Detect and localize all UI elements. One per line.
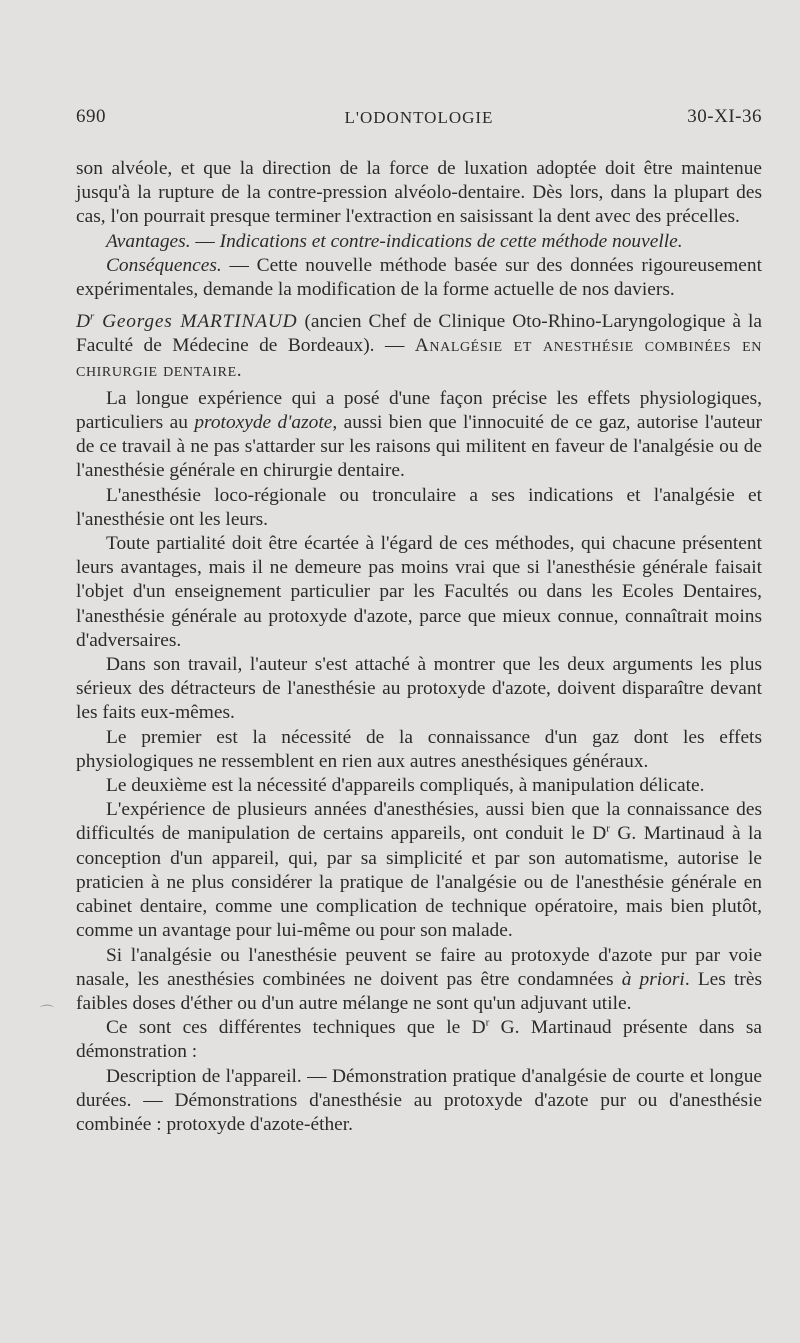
- article-body: [76, 157, 762, 1137]
- techniques-text-a: Ce sont ces différentes techniques que le D: [106, 1017, 486, 1039]
- paragraph-partiality: Toute partialité doit être écartée à l'égard de ces méthodes, qui chacune présentent leurs avantages, mais il ne demeure pas moins vrai que si l'anesthésie générale faisait l'objet d'un enseignement particulier par les Facultés ou dans les Ecoles Dentaires, l'anesthésie générale au protoxyde d'azote, parce que mieux connue, connaîtrait moins d'adversaires.: [76, 533, 762, 651]
- combined-text-b: . Les très faibles doses d'éther ou d'un autre mélange ne sont qu'un adjuvant utile.: [76, 968, 762, 1014]
- consequences-label: Conséquences.: [106, 254, 222, 276]
- issue-date: 30-XI-36: [687, 106, 762, 127]
- paragraph-apparatus: [76, 798, 762, 943]
- author-affiliation: (ancien Chef de Clinique Oto-Rhino-Laryngologique à la Faculté de Médecine de Bordeaux). —: [76, 311, 762, 357]
- advantages-label: Avantages.: [106, 230, 191, 252]
- combined-text-a: Si l'analgésie ou l'anesthésie peuvent se faire au protoxyde d'azote pur par voie nasale, les anesthésies combinées ne doivent pas être condamnées: [76, 944, 762, 990]
- consequences-text: — Cette nouvelle méthode basée sur des données rigoureusement expérimentales, demande la modification de la forme actuelle de nos daviers.: [76, 254, 762, 301]
- paragraph-experience: [76, 387, 762, 484]
- advantages-text: Indications et contre-indications de cette méthode nouvelle.: [219, 230, 683, 252]
- apparatus-text-a: L'expérience de plusieurs années d'anesthésies, aussi bien que la connaissance des difficultés de manipulation de certains appareils, ont conduit le D: [76, 799, 762, 845]
- paragraph-locoregional: L'anesthésie loco-régionale ou tronculaire a ses indications et l'analgésie et l'anesthésie ont les leurs.: [76, 484, 762, 530]
- experience-text-a: La longue expérience qui a posé d'une façon précise les effets physiologiques, particuliers au: [76, 387, 762, 434]
- experience-text-b: , aussi bien que l'innocuité de ce gaz, autorise l'auteur de ce travail à ne pas s'attarder sur les raisons qui militent en faveur de l'analgésie ou de l'anesthésie générale en chirurgie dentaire.: [76, 412, 763, 482]
- advantages-separator: —: [190, 230, 220, 252]
- apparatus-sup: r: [606, 823, 610, 836]
- paragraph-consequences: [76, 254, 762, 302]
- paragraph-author-heading: [76, 310, 762, 383]
- paragraph-combined: [76, 944, 762, 1017]
- journal-title: L'ODONTOLOGIE: [344, 108, 494, 127]
- paragraph-description: Description de l'appareil. — Démonstration pratique d'analgésie de courte et longue durées. — Démonstrations d'anesthésie au protoxyde d'azote pur ou d'anesthésie combinée : protoxyde d'azote-éther.: [76, 1065, 762, 1135]
- paragraph-techniques: [76, 1016, 762, 1064]
- communication-title: Analgésie et anesthésie combinées en chirurgie dentaire.: [76, 335, 762, 381]
- paragraph-second-argument: Le deuxième est la nécessité d'appareils compliqués, à manipulation délicate.: [106, 775, 705, 797]
- running-header: [76, 106, 762, 136]
- paragraph-continuation: son alvéole, et que la direction de la force de luxation adoptée doit être maintenue jusqu'à la rupture de la contre-pression alvéolo-dentaire. Dès lors, dans la plupart des cas, l'on pourrait presque terminer l'extraction en saisissant la dent avec des précelles.: [76, 158, 762, 228]
- techniques-sup: r: [485, 1016, 490, 1029]
- paragraph-advantages: [76, 230, 762, 254]
- author-title: D: [76, 311, 91, 333]
- paragraph-work: Dans son travail, l'auteur s'est attaché à montrer que les deux arguments les plus sérieux des détracteurs de l'anesthésie au protoxyde d'azote, doivent disparaître devant les faits eux-mêmes.: [76, 654, 762, 724]
- experience-text-italic: protoxyde d'azote: [194, 412, 333, 434]
- combined-text-italic: à priori: [621, 968, 685, 990]
- author-title-sup: r: [90, 310, 95, 323]
- apparatus-text-b: G. Martinaud à la conception d'un appareil, qui, par sa simplicité et par son automatisme, autorise le praticien à ne plus considérer la pratique de l'analgésie ou de l'anesthésie générale en cabinet dentaire, comme une complication de technique opératoire, mais bien plutôt, comme un avantage pour lui-même ou pour son malade.: [76, 823, 762, 942]
- techniques-text-b: G. Martinaud présente dans sa démonstration :: [76, 1017, 762, 1063]
- paragraph-first-argument: Le premier est la nécessité de la connaissance d'un gaz dont les effets physiologiques ne ressemblent en rien aux autres anesthésiques généraux.: [76, 726, 762, 772]
- page-number: 690: [76, 106, 106, 127]
- margin-mark: ⌒: [40, 1006, 54, 1021]
- author-name: Georges MARTINAUD: [94, 311, 298, 333]
